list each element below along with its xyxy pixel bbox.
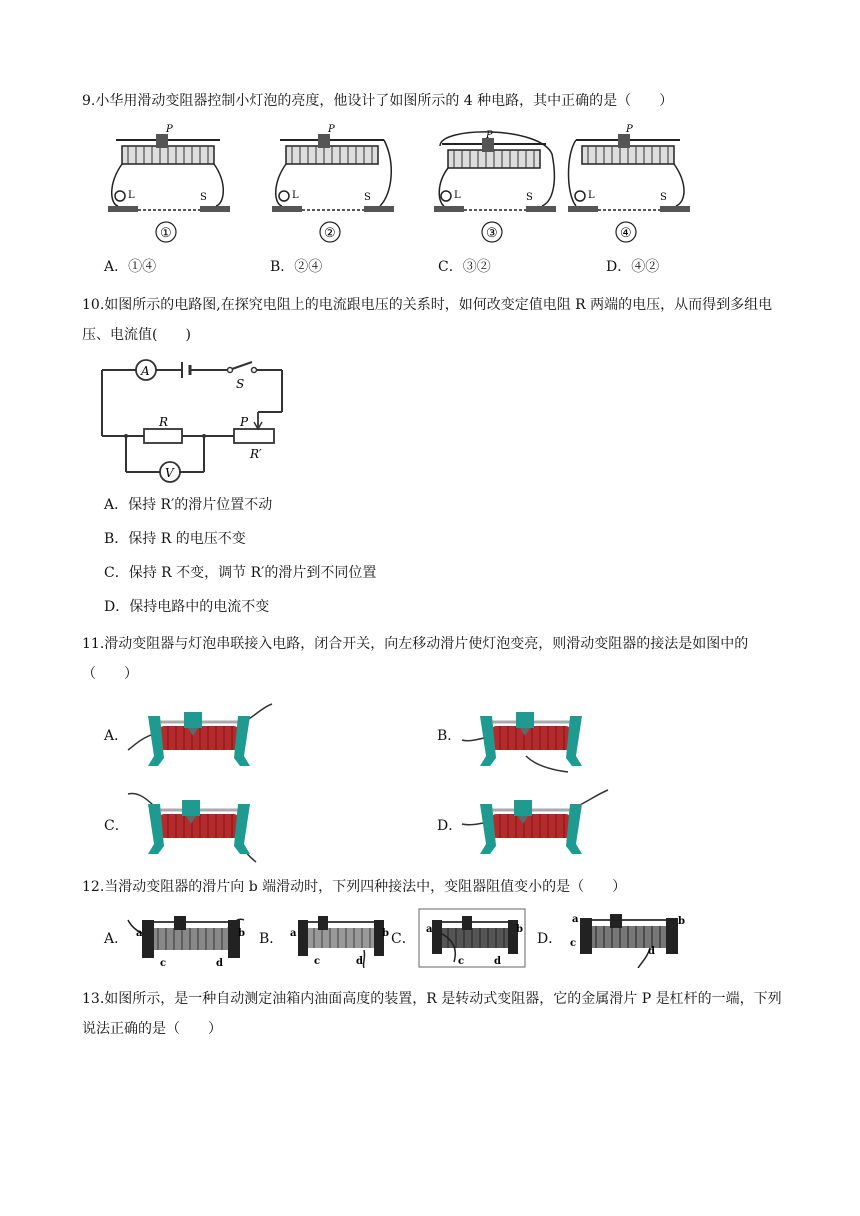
terminal-a-label: a [572,914,579,925]
terminal-d-label: d [648,946,655,957]
switch-label: S [200,192,207,203]
rheostat-image-a [124,700,284,774]
q11-rheostat-d [456,786,616,868]
q11-option-a[interactable]: A． [104,728,129,744]
terminal-b-label: b [516,924,523,935]
rheostat-image-d [456,786,616,864]
circuit-sketch-4 [564,124,694,244]
circuit-schematic [96,356,292,488]
circuit-sketch-2 [268,124,398,244]
q11-option-d[interactable]: D． [437,818,463,834]
rheostat-label: R′ [250,447,262,461]
rheostat-photo-b [282,910,392,968]
q11-option-c[interactable]: C． [104,818,129,834]
q11-option-b[interactable]: B． [437,728,462,744]
q9-figure-4 [564,124,694,248]
q12-rheostat-d [566,908,686,972]
slider-label: P [166,124,173,135]
terminal-c-label: c [160,958,167,968]
voltmeter-label: V [165,466,174,480]
q12-rheostat-a [124,910,252,972]
question-9-stem: 9.小华用滑动变阻器控制小灯泡的亮度，他设计了如图所示的 4 种电路，其中正确的是（ ） [82,93,674,109]
q12-rheostat-b [282,910,392,972]
rheostat-photo-d [566,908,686,968]
lamp-label: L [588,190,595,201]
slider-label: P [486,130,493,141]
rheostat-image-c [124,786,284,864]
slider-label: P [328,124,335,135]
slider-label: P [240,415,249,429]
rheostat-photo-a [124,910,252,968]
figure-number: ① [160,226,172,241]
q11-rheostat-b [456,700,616,778]
rheostat-photo-c [418,908,526,968]
circuit-sketch-1 [104,124,234,244]
switch-label: S [660,192,667,203]
terminal-a-label: a [290,928,297,939]
q9-option-c[interactable]: C．③② [438,259,491,275]
terminal-c-label: c [570,938,577,949]
q12-option-d[interactable]: D． [537,931,563,947]
terminal-a-label: a [136,928,143,939]
question-10-stem: 10.如图所示的电路图,在探究电阻上的电流跟电压的关系时，如何改变定值电阻 R 两端的电压，从而得到多组电压、电流值( ) [82,297,773,343]
question-11-stem: 11.滑动变阻器与灯泡串联接入电路，闭合开关，向左移动滑片使灯泡变亮，则滑动变阻器的接法是如图中的（ ） [82,636,749,682]
q10-option-d[interactable]: D．保持电路中的电流不变 [104,599,270,615]
q9-option-d[interactable]: D．④② [606,259,660,275]
slider-label: P [626,124,633,135]
q9-option-a[interactable]: A．①④ [104,259,157,275]
terminal-b-label: b [678,916,685,927]
terminal-d-label: d [216,958,223,968]
question-13-stem: 13.如图所示，是一种自动测定油箱内油面高度的装置，R 是转动式变阻器，它的金属滑片 P 是杠杆的一端，下列说法正确的是（ ） [82,991,782,1037]
question-12-stem: 12.当滑动变阻器的滑片向 b 端滑动时，下列四种接法中，变阻器阻值变小的是（ ） [82,879,627,895]
terminal-d-label: d [494,956,501,967]
figure-number: ② [324,226,336,241]
resistor-label: R [159,415,169,429]
terminal-b-label: b [238,928,245,939]
rheostat-image-b [456,700,616,774]
q9-figure-1 [104,124,234,248]
q12-rheostat-c [418,908,526,972]
q12-option-b[interactable]: B． [259,931,284,947]
q10-option-a[interactable]: A．保持 R′的滑片位置不动 [104,497,273,513]
q10-circuit-diagram [96,356,292,492]
switch-label: S [236,377,245,391]
q10-option-b[interactable]: B．保持 R 的电压不变 [104,531,246,547]
q12-option-a[interactable]: A． [104,931,129,947]
terminal-c-label: c [458,956,465,967]
terminal-a-label: a [426,924,433,935]
q12-option-c[interactable]: C． [391,931,416,947]
terminal-c-label: c [314,956,321,967]
circuit-sketch-3 [430,124,560,244]
q9-figure-2 [268,124,398,248]
q10-option-c[interactable]: C．保持 R 不变，调节 R′的滑片到不同位置 [104,565,377,581]
q11-rheostat-a [124,700,284,778]
terminal-b-label: b [382,928,389,939]
q11-rheostat-c [124,786,284,868]
q9-option-b[interactable]: B．②④ [270,259,323,275]
lamp-label: L [292,190,299,201]
terminal-d-label: d [356,956,363,967]
lamp-label: L [128,190,135,201]
ammeter-label: A [141,364,150,378]
figure-number: ③ [486,226,498,241]
figure-number: ④ [620,226,632,241]
lamp-label: L [454,190,461,201]
switch-label: S [364,192,371,203]
switch-label: S [526,192,533,203]
q9-figure-3 [430,124,560,248]
